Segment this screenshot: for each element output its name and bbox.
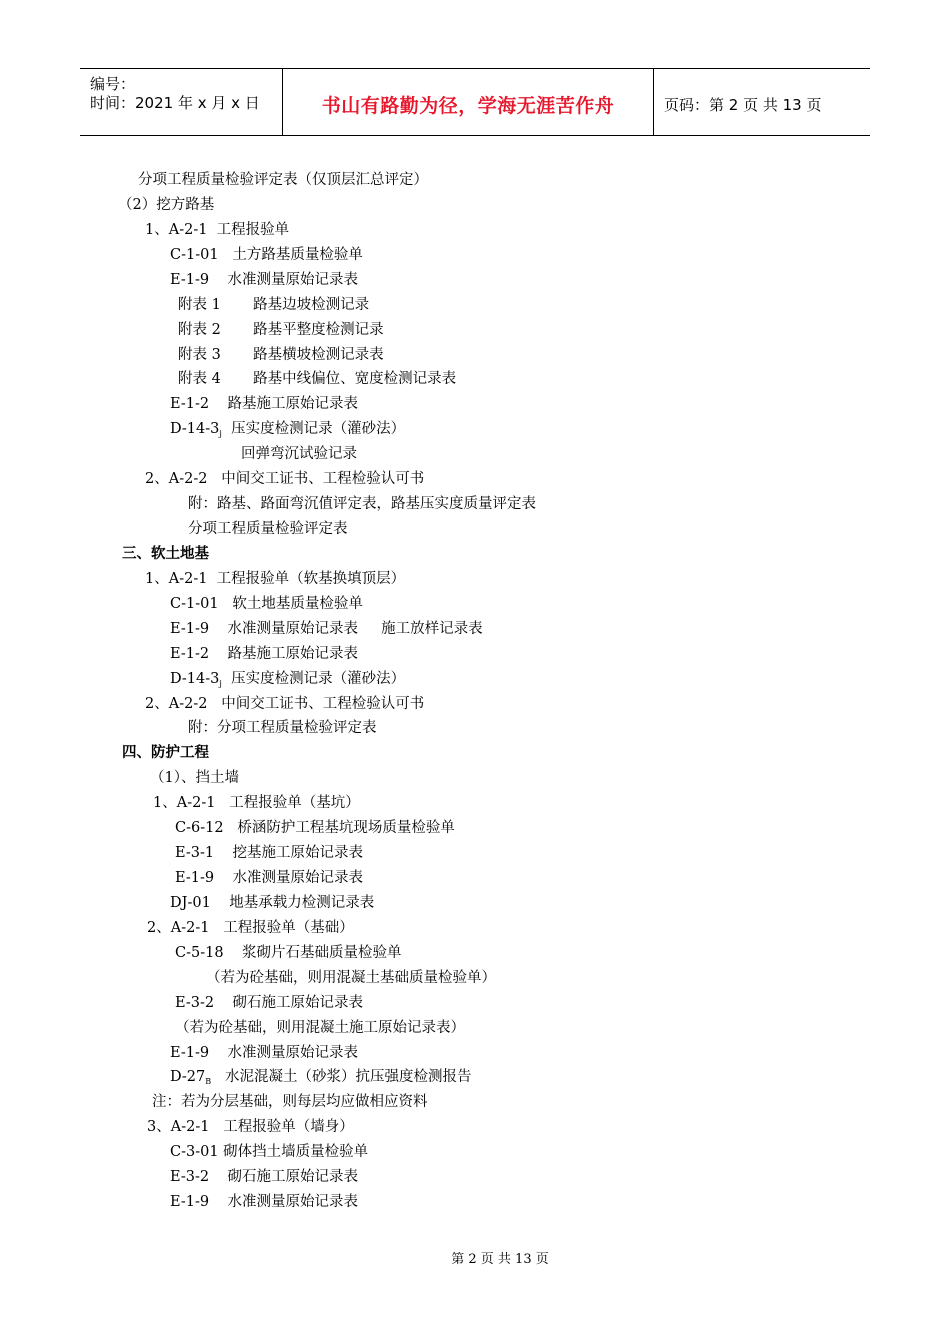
line-text-rest: 压实度检测记录（灌砂法） [221, 670, 406, 687]
line-text: 回弹弯沉试验记录 [241, 446, 357, 463]
text-line [118, 195, 214, 215]
line-text: E-3-2 砌石施工原始记录表 [175, 994, 364, 1011]
motto: 书山有路勤为径，学海无涯苦作舟 [321, 95, 615, 117]
line-subscript: j [219, 429, 222, 439]
text-line [170, 594, 363, 614]
line-text-rest: 压实度检测记录（灌砂法） [221, 421, 406, 438]
text-line [188, 494, 536, 514]
line-text: E-3-1 挖基施工原始记录表 [175, 845, 364, 862]
line-text: D-27 [170, 1069, 206, 1086]
text-line [241, 444, 357, 464]
text-line [178, 295, 369, 315]
line-text: E-1-9 水准测量原始记录表 [170, 1194, 359, 1211]
line-text: C-1-01 土方路基质量检验单 [170, 246, 363, 263]
text-line [170, 270, 358, 290]
text-line [138, 170, 428, 190]
line-text: （若为砼基础，则用混凝土基础质量检验单） [206, 969, 496, 986]
text-line [178, 369, 456, 389]
text-line [175, 1018, 465, 1038]
line-text: （2）挖方路基 [118, 196, 215, 213]
text-line [170, 619, 483, 639]
line-subscript: B [205, 1077, 212, 1087]
line-text: E-1-2 路基施工原始记录表 [170, 396, 359, 413]
line-text: 附表 2 路基平整度检测记录 [178, 321, 384, 338]
text-line [170, 1167, 358, 1187]
text-line [170, 1043, 358, 1063]
text-line [175, 943, 402, 963]
number-label: 编号： [90, 75, 136, 93]
page-footer: 第 2 页 共 13 页 [451, 1252, 549, 1267]
line-text: 2、A-2-2 中间交工证书、工程检验认可书 [145, 695, 425, 712]
text-line [170, 644, 358, 664]
line-text: 2、A-2-2 中间交工证书、工程检验认可书 [145, 471, 425, 488]
time-label: 时间：2021 年 x 月 x 日 [90, 94, 260, 112]
text-line [188, 718, 377, 738]
text-line [147, 918, 354, 938]
line-text: 三、软土地基 [122, 545, 209, 562]
line-text: C-6-12 桥涵防护工程基坑现场质量检验单 [175, 820, 455, 837]
line-text: 1、A-2-1 工程报验单 [145, 221, 290, 238]
line-text: DJ-01 地基承载力检测记录表 [170, 894, 375, 911]
line-text: 分项工程质量检验评定表（仅顶层汇总评定） [138, 172, 428, 188]
line-text: E-3-2 砌石施工原始记录表 [170, 1169, 359, 1186]
line-text: 2、A-2-1 工程报验单（基础） [147, 919, 354, 936]
line-text: C-5-18 浆砌片石基础质量检验单 [175, 944, 402, 961]
text-line [178, 345, 384, 365]
page-header [80, 68, 870, 136]
line-text: E-1-2 路基施工原始记录表 [170, 645, 359, 662]
text-line [145, 569, 405, 589]
line-text: C-1-01 软土地基质量检验单 [170, 595, 363, 612]
line-text: 附表 4 路基中线偏位、宽度检测记录表 [178, 371, 457, 388]
text-line [170, 419, 405, 444]
header-meta [80, 69, 282, 135]
header-motto-cell [282, 69, 654, 135]
line-text: D-14-3 [170, 670, 220, 687]
line-text: 分项工程质量检验评定表 [188, 521, 348, 538]
text-line [175, 993, 363, 1013]
text-line [170, 1192, 358, 1212]
text-line [175, 843, 363, 863]
line-subscript: j [219, 678, 222, 688]
line-text: 1、A-2-1 工程报验单（基坑） [153, 795, 360, 812]
text-line [145, 694, 424, 714]
line-text: 3、A-2-1 工程报验单（墙身） [147, 1119, 354, 1136]
text-line [170, 394, 358, 414]
line-text: E-1-9 水准测量原始记录表 [170, 271, 359, 288]
text-line [170, 1142, 368, 1162]
text-line [170, 893, 374, 913]
line-text: E-1-9 水准测量原始记录表 [170, 1044, 359, 1061]
text-line [150, 768, 239, 788]
text-line [206, 968, 496, 988]
text-line [170, 245, 363, 265]
text-line [175, 868, 363, 888]
line-text: 附：路基、路面弯沉值评定表，路基压实度质量评定表 [188, 496, 536, 513]
line-text: （若为砼基础，则用混凝土施工原始记录表） [175, 1019, 465, 1036]
line-text: C-3-01 砌体挡土墙质量检验单 [170, 1144, 369, 1161]
text-line [122, 544, 209, 564]
line-text-rest: 水泥混凝土（砂浆）抗压强度检测报告 [211, 1069, 472, 1086]
line-text: 四、防护工程 [122, 745, 209, 762]
text-line [153, 793, 360, 813]
line-text: 附表 3 路基横坡检测记录表 [178, 346, 384, 363]
header-page-cell [654, 69, 870, 135]
text-line [170, 669, 405, 694]
line-text: E-1-9 水准测量原始记录表 [175, 870, 364, 887]
text-line [178, 320, 384, 340]
line-text: 注：若为分层基础，则每层均应做相应资料 [152, 1094, 428, 1111]
line-text: E-1-9 水准测量原始记录表 施工放样记录表 [170, 620, 483, 637]
text-line [122, 743, 209, 763]
text-line [188, 519, 348, 539]
text-line [145, 220, 289, 240]
line-text: 附表 1 路基边坡检测记录 [178, 296, 370, 313]
line-text: （1）、挡土墙 [150, 770, 239, 787]
text-line [175, 818, 455, 838]
line-text: 附：分项工程质量检验评定表 [188, 720, 377, 737]
text-line [147, 1117, 354, 1137]
text-line [170, 1067, 471, 1092]
text-line [145, 469, 424, 489]
page-number-label: 页码：第 2 页 共 13 页 [664, 96, 822, 114]
text-line [152, 1092, 428, 1112]
line-text: D-14-3 [170, 421, 220, 438]
line-text: 1、A-2-1 工程报验单（软基换填顶层） [145, 570, 406, 587]
